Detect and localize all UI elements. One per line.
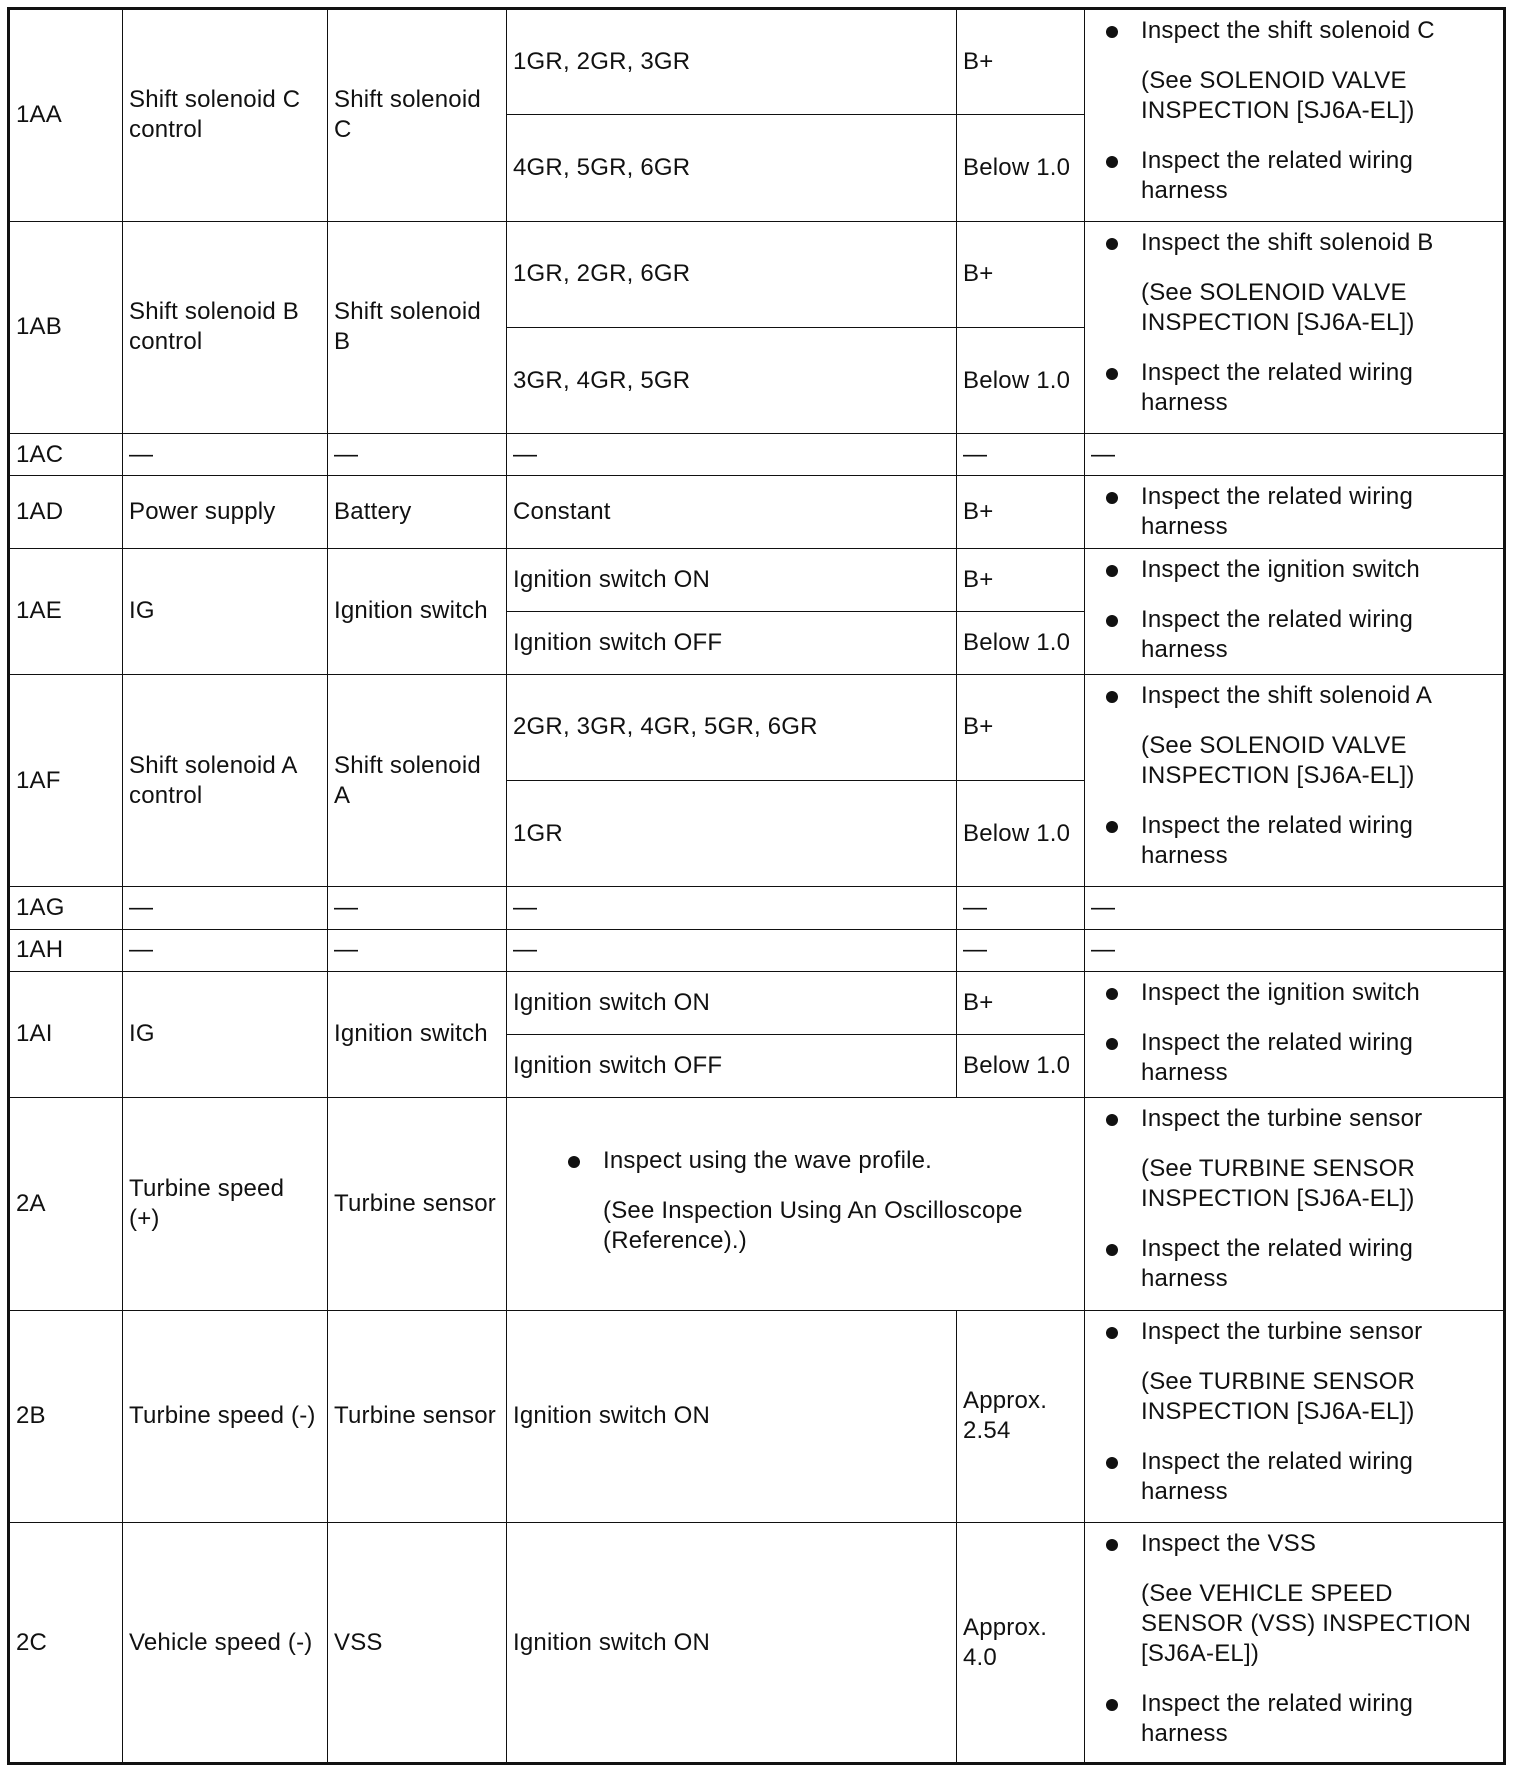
inspection-item: Inspect the related wiring harness [1095,1689,1497,1749]
voltage-cell: B+ [957,674,1085,780]
table-row [9,887,1505,929]
inspection-item: Inspect the turbine sensor [1095,1104,1497,1134]
table-row [9,971,1505,1034]
inspection-item: Inspect using the wave profile. [557,1146,1058,1176]
terminal-cell: 2B [9,1310,123,1523]
condition-cell: — [507,929,957,971]
inspection-item: Inspect the ignition switch [1095,555,1497,585]
table-row [9,9,1505,115]
condition-cell: — [507,434,957,476]
connected-to-cell: Ignition switch [328,548,507,674]
condition-cell: Ignition switch ON [507,548,957,611]
terminal-cell: 1AI [9,971,123,1097]
terminal-cell: 2A [9,1098,123,1311]
signal-cell: IG [123,548,328,674]
inspection-cell: — [1085,929,1505,971]
inspection-cell: — [1085,434,1505,476]
voltage-cell: B+ [957,971,1085,1034]
inspection-note: (See VEHICLE SPEED SENSOR (VSS) INSPECTION [SJ6A-EL]) [1141,1580,1471,1668]
condition-cell: Ignition switch ON [507,971,957,1034]
inspection-item: Inspect the shift solenoid B [1095,228,1497,258]
inspection-item: Inspect the related wiring harness [1095,1234,1497,1294]
signal-cell: — [123,434,328,476]
inspection-item: Inspect the related wiring harness [1095,811,1497,871]
condition-cell: Constant [507,476,957,548]
inspection-cell [1085,1098,1505,1311]
terminal-cell: 1AD [9,476,123,548]
condition-cell: Ignition switch OFF [507,611,957,674]
condition-cell: 3GR, 4GR, 5GR [507,327,957,433]
inspection-note: (See SOLENOID VALVE INSPECTION [SJ6A-EL]) [1141,731,1415,789]
condition-cell: — [507,887,957,929]
signal-cell: IG [123,971,328,1097]
voltage-cell: Below 1.0 [957,1034,1085,1097]
inspection-item: Inspect the turbine sensor [1095,1317,1497,1347]
signal-cell: Shift solenoid A control [123,674,328,887]
connected-to-cell: Battery [328,476,507,548]
inspection-cell [1085,1310,1505,1523]
inspection-item: Inspect the VSS [1095,1529,1497,1559]
voltage-cell: Below 1.0 [957,327,1085,433]
table-row [9,1523,1505,1764]
voltage-cell: Below 1.0 [957,781,1085,887]
voltage-cell: Below 1.0 [957,611,1085,674]
condition-cell: 1GR [507,781,957,887]
inspection-note: (See SOLENOID VALVE INSPECTION [SJ6A-EL]) [1141,67,1415,124]
signal-cell: — [123,887,328,929]
voltage-cell: B+ [957,476,1085,548]
condition-cell: 4GR, 5GR, 6GR [507,115,957,221]
table-row [9,221,1505,327]
inspection-cell [1085,476,1505,548]
voltage-cell: Approx. 4.0 [957,1523,1085,1764]
condition-cell: 1GR, 2GR, 3GR [507,9,957,115]
table-row [9,548,1505,611]
condition-cell: Ignition switch OFF [507,1034,957,1097]
terminal-voltage-table [7,7,1506,1765]
inspection-item: Inspect the shift solenoid C [1095,16,1497,46]
signal-cell: Turbine speed (-) [123,1310,328,1523]
table-row [9,434,1505,476]
inspection-item: Inspect the related wiring harness [1095,146,1497,206]
voltage-cell: — [957,434,1085,476]
inspection-cell [1085,674,1505,887]
terminal-cell: 1AB [9,221,123,434]
connected-to-cell: Turbine sensor [328,1098,507,1311]
condition-cell: Ignition switch ON [507,1310,957,1523]
terminal-cell: 1AH [9,929,123,971]
condition-cell: 1GR, 2GR, 6GR [507,221,957,327]
table-row [9,674,1505,780]
connected-to-cell: — [328,887,507,929]
condition-cell: Ignition switch ON [507,1523,957,1764]
voltage-cell: B+ [957,9,1085,115]
connected-to-cell: Shift solenoid A [328,674,507,887]
inspection-cell [1085,9,1505,222]
voltage-cell: B+ [957,548,1085,611]
inspection-cell: — [1085,887,1505,929]
wave-profile-cell [507,1098,1085,1311]
condition-cell: 2GR, 3GR, 4GR, 5GR, 6GR [507,674,957,780]
terminal-cell: 1AG [9,887,123,929]
terminal-cell: 1AF [9,674,123,887]
voltage-cell: B+ [957,221,1085,327]
table-row [9,1098,1505,1311]
voltage-cell: Below 1.0 [957,115,1085,221]
connected-to-cell: — [328,929,507,971]
connected-to-cell: Ignition switch [328,971,507,1097]
signal-cell: Turbine speed (+) [123,1098,328,1311]
inspection-item: Inspect the related wiring harness [1095,605,1497,665]
connected-to-cell: Shift solenoid B [328,221,507,434]
voltage-cell: — [957,887,1085,929]
inspection-item: Inspect the related wiring harness [1095,482,1497,542]
connected-to-cell: Turbine sensor [328,1310,507,1523]
connected-to-cell: — [328,434,507,476]
table-row [9,1310,1505,1523]
terminal-cell: 2C [9,1523,123,1764]
inspection-item: Inspect the shift solenoid A [1095,681,1497,711]
inspection-note: (See Inspection Using An Oscilloscope (Reference).) [603,1197,1023,1254]
inspection-note: (See TURBINE SENSOR INSPECTION [SJ6A-EL]) [1141,1367,1416,1425]
inspection-cell [1085,971,1505,1097]
table-row [9,476,1505,548]
inspection-cell [1085,1523,1505,1764]
inspection-item: Inspect the related wiring harness [1095,1447,1497,1507]
inspection-note: (See SOLENOID VALVE INSPECTION [SJ6A-EL]) [1141,278,1415,336]
terminal-cell: 1AA [9,9,123,222]
inspection-cell [1085,221,1505,434]
inspection-item: Inspect the ignition switch [1095,978,1497,1008]
terminal-cell: 1AC [9,434,123,476]
inspection-item: Inspect the related wiring harness [1095,1028,1497,1088]
signal-cell: Shift solenoid C control [123,9,328,222]
inspection-item: Inspect the related wiring harness [1095,358,1497,418]
voltage-cell: Approx. 2.54 [957,1310,1085,1523]
voltage-cell: — [957,929,1085,971]
inspection-note: (See TURBINE SENSOR INSPECTION [SJ6A-EL]) [1141,1155,1416,1212]
inspection-cell [1085,548,1505,674]
signal-cell: Power supply [123,476,328,548]
terminal-cell: 1AE [9,548,123,674]
connected-to-cell: Shift solenoid C [328,9,507,222]
signal-cell: Vehicle speed (-) [123,1523,328,1764]
signal-cell: — [123,929,328,971]
table-row [9,929,1505,971]
signal-cell: Shift solenoid B control [123,221,328,434]
connected-to-cell: VSS [328,1523,507,1764]
